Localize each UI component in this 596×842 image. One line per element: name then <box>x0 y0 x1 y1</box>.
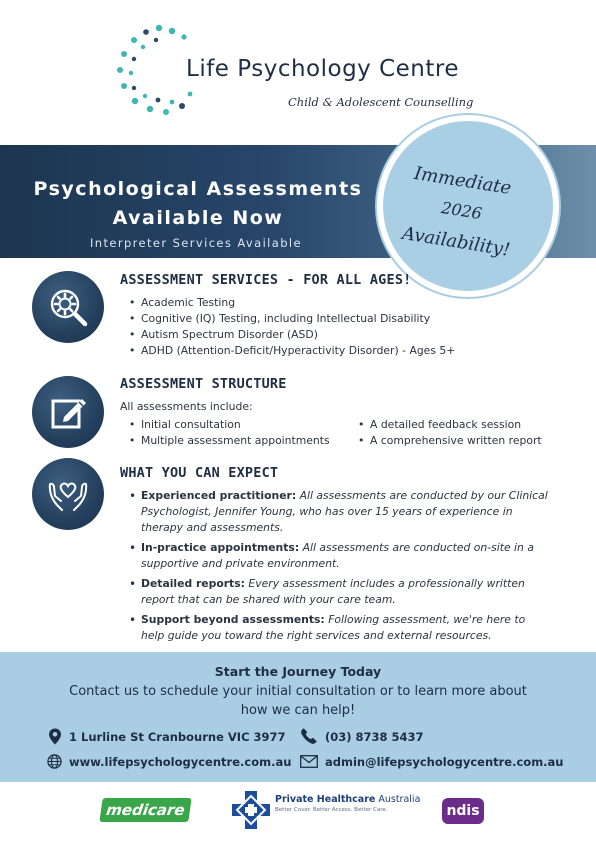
list-item: • Multiple assessment appointments <box>128 433 330 449</box>
medicare-logo-text: medicare <box>105 801 186 819</box>
list-item: • Initial consultation <box>128 417 330 433</box>
list-item: • Academic Testing <box>128 295 455 311</box>
list-item: • ADHD (Attention-Deficit/Hyperactivity Disorder) - Ages 5+ <box>128 343 455 359</box>
structure-list-right <box>357 417 542 449</box>
item-text: Following assessment, we're here to help guide you toward the right services and external resources. <box>141 613 526 642</box>
structure-heading: ASSESSMENT STRUCTURE <box>120 376 287 392</box>
email-link[interactable]: admin@lifepsychologycentre.com.au <box>325 755 564 769</box>
banner-title <box>0 175 396 233</box>
contact-body <box>60 682 536 720</box>
list-item: • Cognitive (IQ) Testing, including Intellectual Disability <box>128 311 455 327</box>
private-healthcare-tagline: Better Cover. Better Access. Better Care. <box>275 807 388 813</box>
banner-title-line1: Psychological Assessments <box>33 178 363 200</box>
hands-heart-icon <box>32 458 104 530</box>
item-text: All assessments are conducted by our Clinical Psychologist, Jennifer Young, who has over 15 years of experience in therapy and assessments. <box>141 489 548 534</box>
website-link[interactable]: www.lifepsychologycentre.com.au <box>69 755 292 769</box>
private-healthcare-title <box>275 794 420 805</box>
badge-line-availability: Availability! <box>400 223 512 261</box>
phi-name-bold: Private Healthcare <box>275 794 376 805</box>
contact-title: Start the Journey Today <box>214 664 382 679</box>
structure-list-left <box>128 417 330 449</box>
location-pin-icon <box>48 728 62 745</box>
gear-magnifier-icon <box>32 271 104 343</box>
services-list <box>128 295 455 359</box>
phone-text: (03) 8738 5437 <box>325 730 424 744</box>
phone-icon <box>301 728 317 744</box>
badge-line-year: 2026 <box>440 198 484 224</box>
ndis-logo <box>442 798 484 824</box>
item-text: All assessments are conducted on-site in a supportive and private environment. <box>141 541 534 570</box>
structure-intro: All assessments include: <box>120 400 253 413</box>
ndis-logo-text: ndis <box>446 803 480 819</box>
medicare-logo <box>99 798 191 822</box>
list-item: • A detailed feedback session <box>357 417 542 433</box>
list-item: • Autism Spectrum Disorder (ASD) <box>128 327 455 343</box>
list-item <box>128 576 550 608</box>
edit-document-icon <box>32 376 104 448</box>
expect-list <box>128 488 550 648</box>
edit-document-svg <box>46 390 90 434</box>
gear-magnifier-svg <box>45 284 91 330</box>
list-item: • A comprehensive written report <box>357 433 542 449</box>
list-item <box>128 540 550 572</box>
banner-title-line2: Available Now <box>112 207 284 229</box>
phi-name-rest: Australia <box>375 794 421 805</box>
item-label: In-practice appointments: <box>141 541 300 554</box>
private-healthcare-cross-icon <box>231 790 271 830</box>
item-label: Detailed reports: <box>141 577 245 590</box>
item-text: Every assessment includes a professionally written report that can be shared with your care team. <box>141 577 525 606</box>
hands-heart-svg <box>44 470 92 518</box>
list-item <box>128 612 550 644</box>
banner-subtitle: Interpreter Services Available <box>89 236 302 250</box>
services-heading: ASSESSMENT SERVICES - FOR ALL AGES! <box>120 272 412 288</box>
logo-title: Life Psychology Centre <box>186 56 460 82</box>
address-text: 1 Lurline St Cranbourne VIC 3977 <box>69 730 286 744</box>
expect-heading: WHAT YOU CAN EXPECT <box>120 465 279 481</box>
globe-icon <box>47 754 62 769</box>
logo-subtitle: Child & Adolescent Counselling <box>288 95 474 109</box>
contact-body-line2: how we can help! <box>240 703 356 718</box>
list-item <box>128 488 550 536</box>
email-icon <box>300 755 318 768</box>
item-label: Experienced practitioner: <box>141 489 297 502</box>
badge-line-immediate: Immediate <box>412 163 513 200</box>
contact-body-line1: Contact us to schedule your initial consultation or to learn more about <box>69 684 527 699</box>
item-label: Support beyond assessments: <box>141 613 325 626</box>
